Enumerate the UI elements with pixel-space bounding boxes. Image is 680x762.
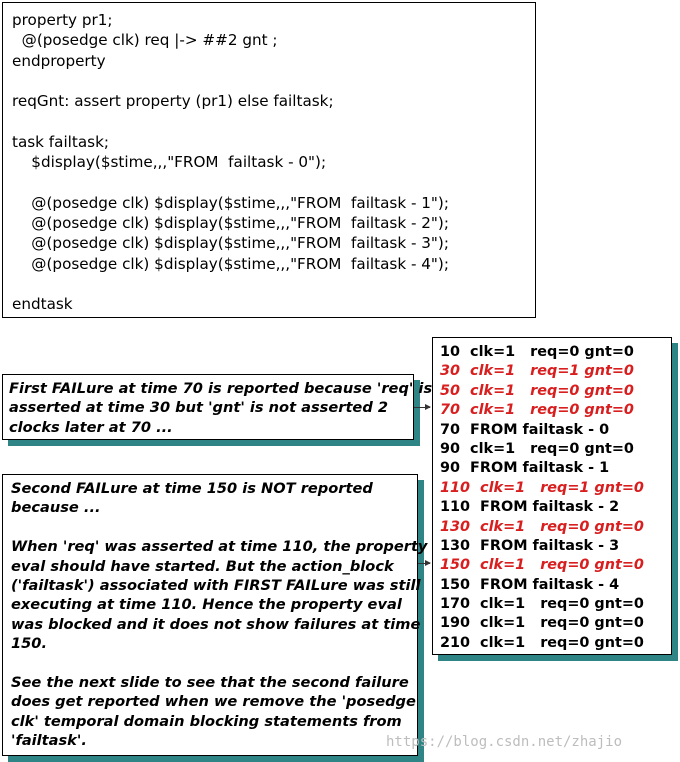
- code-line: task failtask;: [12, 132, 109, 151]
- code-line: reqGnt: assert property (pr1) else failtask;: [12, 92, 334, 111]
- code-line: @(posedge clk) $display($stime,,,"FROM failtask - 3");: [12, 234, 449, 253]
- code-line: endtask: [12, 295, 73, 314]
- note2-line: clk' temporal domain blocking statements from: [11, 712, 402, 730]
- code-line: @(posedge clk) $display($stime,,,"FROM failtask - 2");: [12, 213, 449, 232]
- trace-line: 150 FROM failtask - 4: [440, 576, 620, 593]
- arrow-note1-to-trace: [414, 407, 430, 408]
- code-line: @(posedge clk) $display($stime,,,"FROM failtask - 4");: [12, 254, 449, 273]
- trace-line: 10 clk=1 req=0 gnt=0: [440, 344, 634, 360]
- note2-line: eval should have started. But the action_block: [11, 557, 394, 575]
- code-line: @(posedge clk) req |-> ##2 gnt ;: [12, 31, 278, 50]
- second-failure-note: [2, 474, 428, 756]
- trace-line: 210 clk=1 req=0 gnt=0: [440, 634, 644, 651]
- first-failure-note: [2, 374, 433, 440]
- trace-line: 150 clk=1 req=0 gnt=0: [440, 557, 644, 574]
- note2-line: When 'req' was asserted at time 110, the property: [11, 538, 428, 556]
- note2-line: 150.: [11, 635, 48, 653]
- code-line: [12, 274, 535, 294]
- trace-line: 170 clk=1 req=0 gnt=0: [440, 596, 644, 613]
- code-line: [12, 172, 535, 192]
- code-line: [12, 71, 535, 91]
- note2-line: [11, 654, 409, 673]
- code-line: $display($stime,,,"FROM failtask - 0");: [12, 153, 327, 172]
- trace-line: 90 clk=1 req=0 gnt=0: [440, 440, 634, 457]
- note2-line: does get reported when we remove the 'posedge: [11, 693, 416, 711]
- trace-line: 50 clk=1 req=0 gnt=0: [440, 382, 634, 399]
- note2-line: See the next slide to see that the second failure: [11, 673, 409, 691]
- code-line: @(posedge clk) $display($stime,,,"FROM failtask - 1");: [12, 193, 449, 212]
- trace-line: 30 clk=1 req=1 gnt=0: [440, 363, 634, 380]
- code-line: [12, 111, 535, 131]
- code-line: endproperty: [12, 51, 106, 70]
- note2-line: was blocked and it does not show failures at time: [11, 615, 421, 633]
- trace-line: 110 clk=1 req=1 gnt=0: [440, 479, 644, 496]
- note2-line: 'failtask'.: [11, 732, 87, 750]
- note2-line: ('failtask') associated with FIRST FAILure was still: [11, 576, 421, 594]
- simulation-trace-box: [432, 337, 672, 655]
- code-line: property pr1;: [12, 11, 113, 29]
- note2-line: because ...: [11, 499, 101, 517]
- trace-line: 90 FROM failtask - 1: [440, 460, 610, 477]
- trace-line: 130 clk=1 req=0 gnt=0: [440, 518, 644, 535]
- note1-line: First FAILure at time 70 is reported because 'req' is: [9, 380, 433, 397]
- arrow-note2-to-trace: [418, 563, 430, 564]
- note2-line: executing at time 110. Hence the property eval: [11, 596, 402, 614]
- note1-line: asserted at time 30 but 'gnt' is not asserted 2: [9, 399, 389, 417]
- trace-line: 190 clk=1 req=0 gnt=0: [440, 615, 644, 632]
- code-box: [2, 2, 536, 318]
- trace-line: 110 FROM failtask - 2: [440, 499, 620, 516]
- watermark: https://blog.csdn.net/zhajio: [386, 734, 623, 750]
- note2-line: Second FAILure at time 150 is NOT reported: [11, 480, 373, 497]
- trace-line: 130 FROM failtask - 3: [440, 537, 620, 554]
- note2-line: [11, 518, 409, 537]
- trace-line: 70 clk=1 req=0 gnt=0: [440, 402, 634, 419]
- note1-line: clocks later at 70 ...: [9, 418, 173, 436]
- trace-line: 70 FROM failtask - 0: [440, 421, 610, 438]
